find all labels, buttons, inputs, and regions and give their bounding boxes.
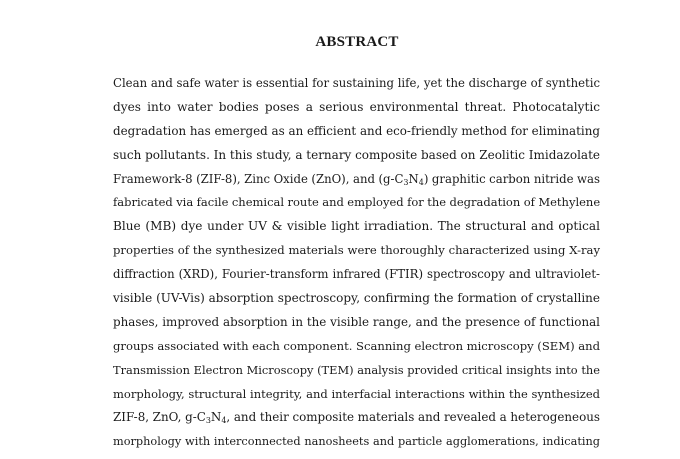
paragraph-line: morphology, structural integrity, and interfacial interactions within the synthesized [113,386,600,401]
paragraph-line: degradation has emerged as an efficient and eco-friendly method for eliminating [113,123,600,138]
paragraph-line: such pollutants. In this study, a ternary composite based on Zeolitic Imidazolate [113,147,600,162]
paragraph-line: phases, improved absorption in the visible range, and the presence of functional [113,314,600,329]
paragraph-line: fabricated via facile chemical route and employed for the degradation of Methylene [113,195,601,210]
subscript: 4 [221,416,227,426]
abstract-paragraph [113,72,600,454]
paragraph-line: Framework-8 (ZIF-8), Zinc Oxide (ZnO), and $(g-C_3N_4)$ graphitic carbon nitride was [113,171,601,187]
subscript: 3 [403,177,409,187]
paragraph-line: properties of the synthesized materials were thoroughly characterized using X-ray [113,243,600,258]
paragraph-line: ZIF-8, ZnO, $g-C_3N_4$, and their composite materials and revealed a heterogeneous [113,410,600,426]
paragraph-line: morphology with interconnected nanosheets and particle agglomerations, indicating [113,435,600,449]
paragraph-line: visible (UV-Vis) absorption spectroscopy, confirming the formation of crystalline [113,291,600,306]
paragraph-line: diffraction (XRD), Fourier-transform infrared (FTIR) spectroscopy and ultraviolet- [113,267,600,282]
paragraph-line: groups associated with each component. Scanning electron microscopy (SEM) and [113,338,600,353]
paragraph-line: Transmission Electron Microscopy (TEM) analysis provided critical insights into the [113,362,600,377]
paragraph-line: dyes into water bodies poses a serious environmental threat. Photocatalytic [113,99,600,114]
paragraph-line: Blue (MB) dye under UV & visible light irradiation. The structural and optical [113,219,600,234]
subscript: 3 [205,416,211,426]
subscript: 4 [418,177,424,187]
abstract-heading: ABSTRACT [315,34,399,50]
paragraph-line: Clean and safe water is essential for sustaining life, yet the discharge of synthetic [113,76,600,90]
